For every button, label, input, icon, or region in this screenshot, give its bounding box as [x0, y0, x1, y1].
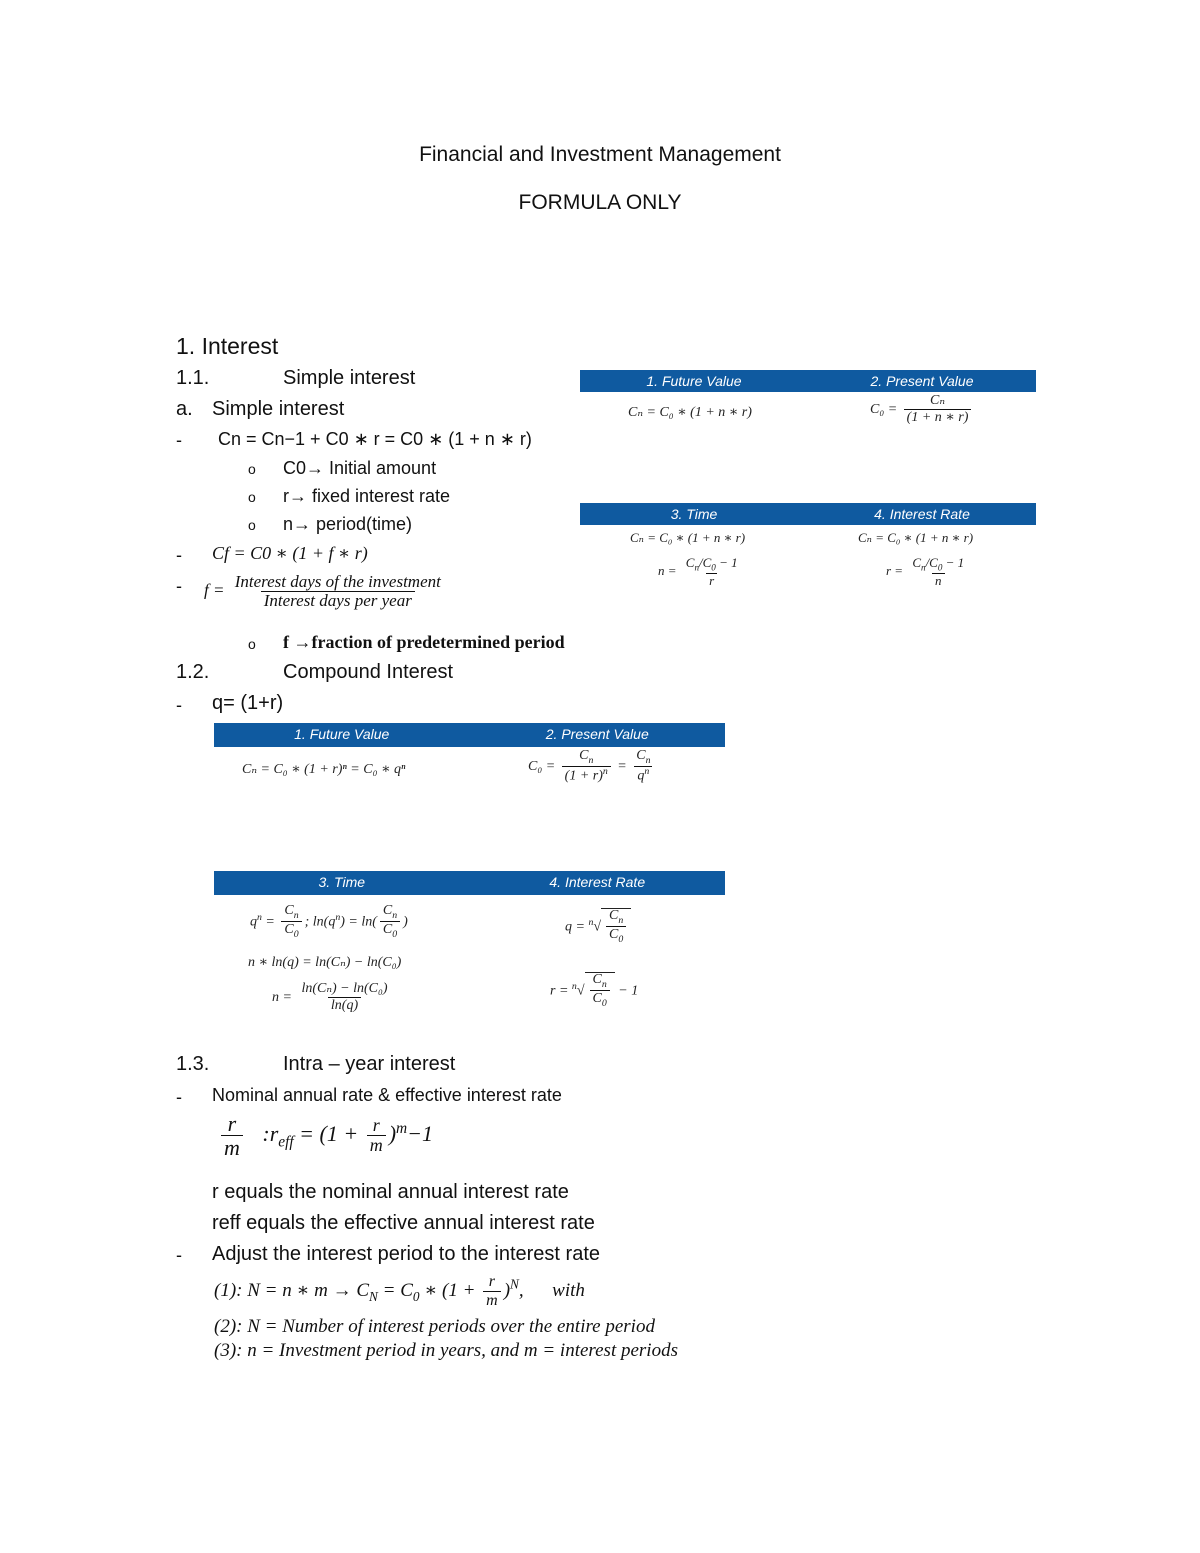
simple-time-eq: Cₙ = C₀ ∗ (1 + n ∗ r) — [630, 530, 746, 545]
equation-2: (2): N = Number of interest periods over the entire period — [214, 1316, 655, 1337]
r-lhs: r = — [886, 563, 904, 579]
simple-table-header-bottom — [580, 503, 1036, 525]
pv-num: Cₙ — [930, 393, 946, 408]
compound-time-line2: n ∗ ln(q) = ln(Cₙ) − ln(C₀) — [248, 955, 402, 970]
compound-q-formula: q = $^n$√ $\frac{C_n}{C_0}$ — [565, 908, 631, 946]
bullet-circle: o — [248, 636, 256, 652]
subsection-title-compound-interest: Compound Interest — [283, 661, 454, 683]
q-definition: q= (1+r) — [212, 692, 284, 714]
reff-formula: $\frac{r}{m}$ $:r_{eff} = (1$ + $\frac{r}{m}$ )$^m$−1 — [218, 1112, 433, 1160]
subsection-number-1-3: 1.3. — [176, 1053, 210, 1075]
r-definition: r equals the nominal annual interest rate — [212, 1181, 569, 1203]
bullet-r: r→ fixed interest rate — [283, 486, 451, 506]
n-den: ln(q) — [328, 997, 361, 1013]
compound-n-formula: n = $\frac{\text{ln(Cₙ) − ln(C₀)}}{\ln(q)}$ — [272, 982, 394, 1013]
r-den: n — [932, 573, 945, 588]
n-lhs: n = — [658, 563, 677, 579]
compound-r-formula: r = $^n$√ $\frac{C_n}{C_0}$ − 1 — [550, 972, 639, 1009]
compound-fv-formula: Cₙ = C₀ ∗ (1 + r)ⁿ = C₀ ∗ qⁿ — [242, 762, 406, 777]
header-present-value: 2. Present Value — [870, 373, 974, 389]
bullet-c0: C0→ Initial amount — [283, 458, 437, 478]
dash-marker: - — [176, 1087, 182, 1107]
subsection-number-1-1: 1.1. — [176, 367, 210, 389]
n-den: r — [706, 573, 717, 588]
subsection-number-1-2: 1.2. — [176, 661, 210, 683]
bullet-f-fraction: f →fraction of predetermined period — [283, 632, 565, 652]
equation-3: (3): n = Investment period in years, and m = interest periods — [214, 1340, 678, 1361]
adjust-label: Adjust the interest period to the interest rate — [212, 1243, 600, 1265]
simple-table-header-top — [580, 370, 1036, 392]
compound-pv-formula: C₀ = $\frac{C_n}{(1 + r)^n}$ = $\frac{C_n}{q^n}$ — [528, 748, 651, 784]
f-lhs: f = — [204, 580, 225, 600]
header-future-value: 1. Future Value — [646, 373, 742, 389]
simple-r-formula: r = $\frac{C_n/C_0 - 1}{n}$ — [886, 555, 965, 589]
pv-lhs: C₀ = — [870, 401, 898, 417]
item-label-a: a. — [176, 398, 193, 420]
header-future-value: 1. Future Value — [294, 726, 390, 742]
simple-n-formula: n = $\frac{C_n/C_0 - 1}{r}$ — [658, 555, 738, 589]
f-numerator: Interest days of the investment — [234, 572, 441, 591]
dash-marker: - — [176, 545, 182, 565]
formula-f — [204, 573, 447, 611]
dash-marker: - — [176, 430, 182, 450]
dash-marker: - — [176, 695, 182, 715]
dash-marker: - — [176, 576, 182, 596]
header-present-value: 2. Present Value — [545, 726, 649, 742]
simple-pv-formula — [870, 394, 974, 425]
n-num: ln(Cₙ) − ln(C₀) — [301, 981, 388, 996]
nominal-label: Nominal annual rate & effective interest rate — [212, 1085, 562, 1105]
bullet-circle: o — [248, 517, 256, 533]
bullet-circle: o — [248, 489, 256, 505]
item-title-simple-interest: Simple interest — [212, 398, 345, 420]
document-subtitle: FORMULA ONLY — [518, 191, 682, 214]
header-interest-rate: 4. Interest Rate — [874, 506, 970, 522]
simple-rate-eq: Cₙ = C₀ ∗ (1 + n ∗ r) — [858, 530, 974, 545]
header-time: 3. Time — [318, 874, 366, 890]
bullet-circle: o — [248, 461, 256, 477]
dash-marker: - — [176, 1245, 182, 1265]
compound-table-header-bottom — [214, 871, 725, 895]
compound-time-line1: $q^n$ = $\frac{C_n}{C_0}$ ; $\ln(q^n) = \ln$( $\frac{C_n}{C_0}$ ) — [250, 903, 408, 940]
document-title: Financial and Investment Management — [419, 143, 781, 166]
with-text: with — [552, 1280, 585, 1302]
subsection-title-intra-year: Intra – year interest — [283, 1053, 456, 1075]
f-denominator: Interest days per year — [261, 591, 415, 611]
pv-den: (1 + n ∗ r) — [904, 409, 972, 425]
bullet-n: n→ period(time) — [283, 514, 413, 534]
header-time: 3. Time — [670, 506, 718, 522]
header-interest-rate: 4. Interest Rate — [549, 874, 646, 890]
formula-cn: Cn = Cn−1 + C0 ∗ r = C0 ∗ (1 + n ∗ r) — [218, 429, 532, 449]
reff-definition: reff equals the effective annual interest rate — [212, 1212, 595, 1234]
compound-table-header-top — [214, 723, 725, 747]
formula-cf: Cf = C0 ∗ (1 + f ∗ r) — [212, 543, 368, 563]
pv-lhs: C₀ = — [528, 758, 556, 774]
subsection-title-simple-interest: Simple interest — [283, 367, 416, 389]
section-heading-interest: 1. Interest — [176, 333, 279, 359]
equation-1: (1): N = n ∗ $m \to C_N = C_0$ ∗ (1 + $\frac{r}{m}$ )$^N$, with — [214, 1273, 585, 1309]
simple-fv-formula: Cₙ = C₀ ∗ (1 + n ∗ r) — [628, 405, 752, 420]
